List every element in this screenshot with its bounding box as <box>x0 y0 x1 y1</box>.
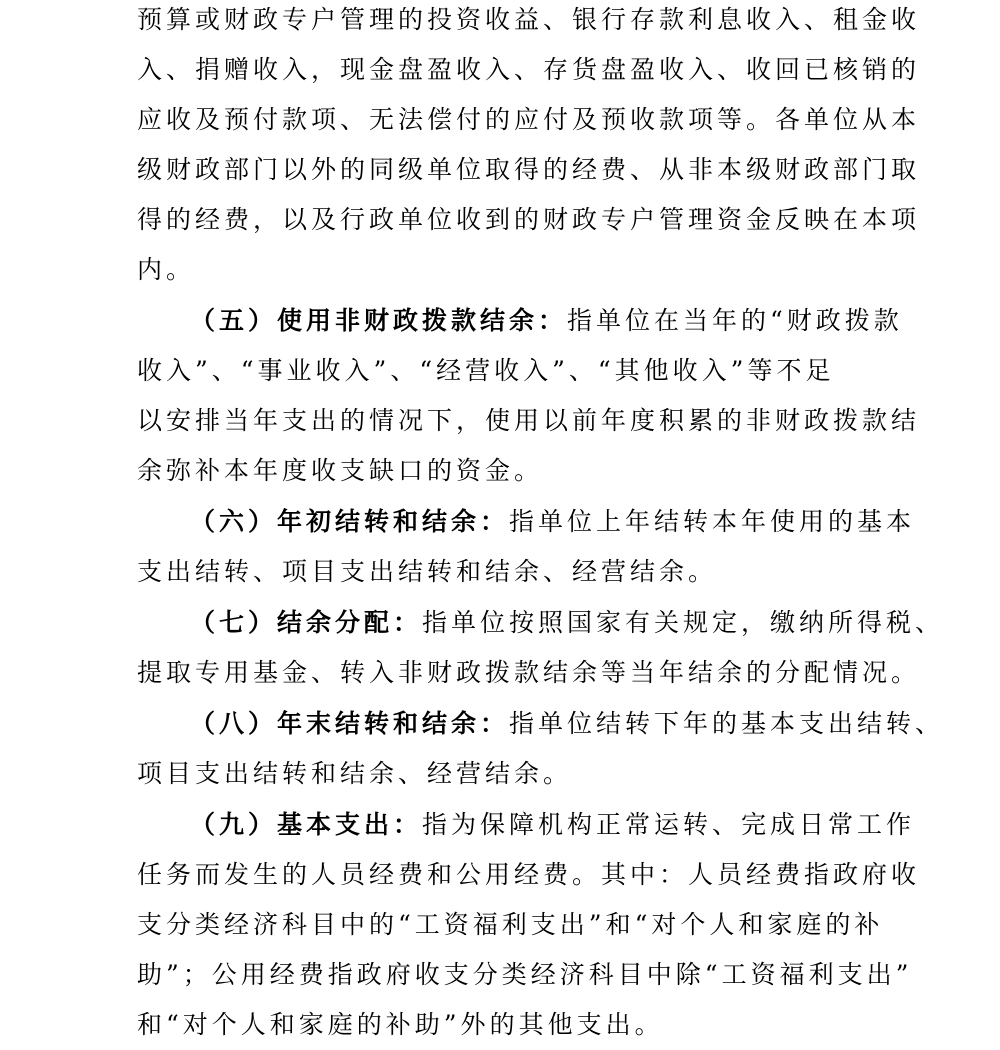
term-definition: 指单位上年结转本年使用的基本 <box>509 507 916 536</box>
text-line: 级财政部门以外的同级单位取得的经费、从非本级财政部门取 <box>137 155 921 184</box>
text-line: 内。 <box>137 255 196 284</box>
text-line: 应收及预付款项、无法偿付的应付及预收款项等。各单位从本 <box>137 105 921 134</box>
text-line: 支分类经济科目中的“工资福利支出”和“对个人和家庭的补 <box>137 910 884 939</box>
text-line: 余弥补本年度收支缺口的资金。 <box>137 456 544 485</box>
term-definition: 指单位按照国家有关规定，缴纳所得税、 <box>422 608 945 637</box>
term-heading: （五）使用非财政拨款结余： <box>190 306 568 335</box>
term-heading: （八）年末结转和结余： <box>190 709 510 738</box>
text-line: 得的经费，以及行政单位收到的财政专户管理资金反映在本项 <box>137 205 921 234</box>
text-line: 提取专用基金、转入非财政拨款结余等当年结余的分配情况。 <box>137 658 921 687</box>
paragraph-first-line <box>190 699 950 749</box>
paragraph-first-line <box>190 497 950 547</box>
paragraph-first-line <box>190 296 950 346</box>
term-heading: （六）年初结转和结余： <box>190 507 510 536</box>
text-line: 助”；公用经费指政府收支分类经济科目中除“工资福利支出” <box>137 960 913 989</box>
text-line: 任务而发生的人员经费和公用经费。其中：人员经费指政府收 <box>137 860 921 889</box>
paragraph-first-line <box>190 598 950 648</box>
text-line: 项目支出结转和结余、经营结余。 <box>137 759 573 788</box>
text-line: 支出结转、项目支出结转和结余、经营结余。 <box>137 557 718 586</box>
text-line: 收入”、“事业收入”、“经营收入”、“其他收入”等不足 <box>137 356 835 385</box>
text-line: 入、捐赠收入，现金盘盈收入、存货盘盈收入、收回已核销的 <box>137 55 921 84</box>
term-heading: （七）结余分配： <box>190 608 423 637</box>
term-definition: 指为保障机构正常运转、完成日常工作 <box>422 810 916 839</box>
term-definition: 指单位在当年的“财政拨款 <box>567 306 903 335</box>
paragraph-first-line <box>190 800 950 850</box>
term-heading: （九）基本支出： <box>190 810 423 839</box>
text-line: 以安排当年支出的情况下，使用以前年度积累的非财政拨款结 <box>137 406 921 435</box>
text-line: 预算或财政专户管理的投资收益、银行存款利息收入、租金收 <box>137 5 921 34</box>
term-definition: 指单位结转下年的基本支出结转、 <box>509 709 945 738</box>
text-line: 和“对个人和家庭的补助”外的其他支出。 <box>137 1010 664 1039</box>
